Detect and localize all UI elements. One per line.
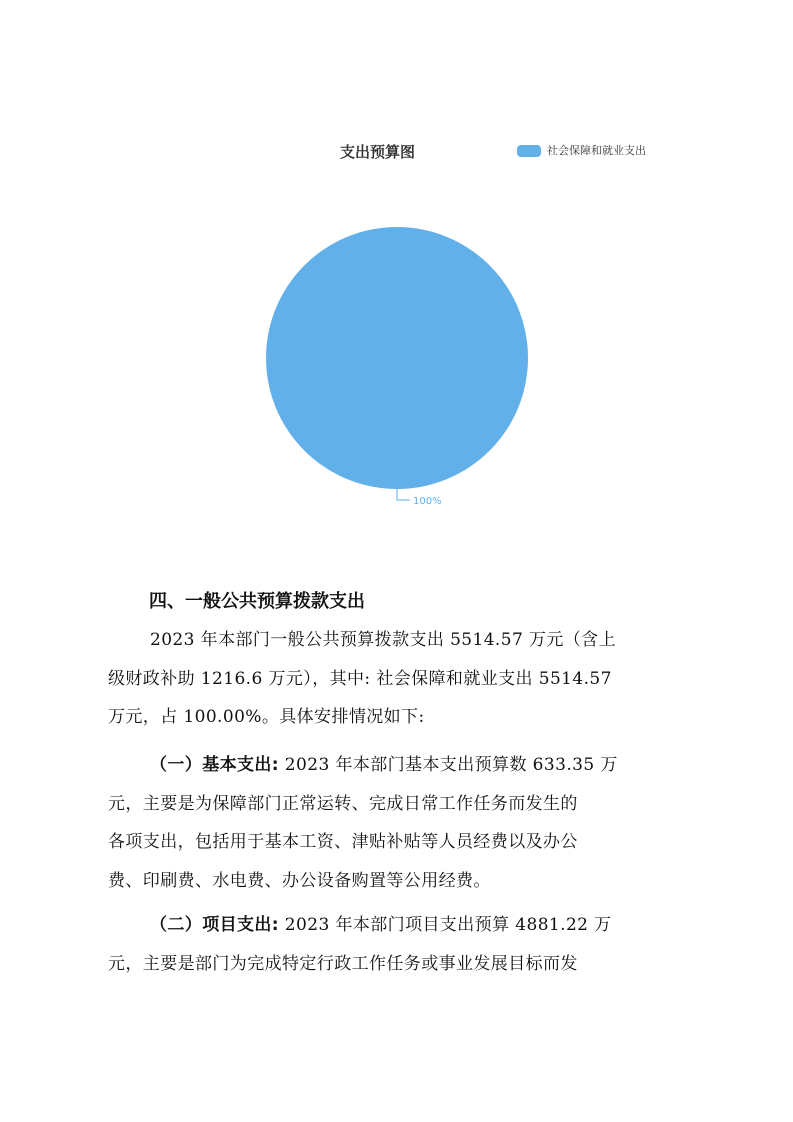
paragraph-line: 万元，占 100.00%。具体安排情况如下: — [108, 707, 425, 727]
legend-swatch — [517, 145, 541, 157]
paragraph-line: （一）基本支出: 2023 年本部门基本支出预算数 633.35 万 — [150, 755, 618, 775]
chart-title: 支出预算图 — [340, 143, 416, 161]
project-expenditure-label: （二）项目支出: — [150, 915, 279, 935]
paragraph-basic-expenditure — [108, 746, 692, 900]
basic-expenditure-label: （一）基本支出: — [150, 755, 279, 775]
legend-label: 社会保障和就业支出 — [547, 144, 646, 157]
paragraph-project-expenditure — [108, 906, 692, 983]
paragraph-line: 各项支出，包括用于基本工资、津贴补贴等人员经费以及办公 — [108, 832, 578, 852]
pie-slice-label: 100% — [413, 496, 442, 507]
paragraph-line: 元，主要是为保障部门正常运转、完成日常工作任务而发生的 — [108, 793, 578, 814]
pie-chart-svg — [0, 0, 793, 560]
paragraph-line: 元，主要是部门为完成特定行政工作任务或事业发展目标而发 — [108, 953, 578, 974]
pie-chart — [0, 0, 793, 560]
paragraph-line: 2023 年本部门一般公共预算拨款支出 5514.57 万元（含上 — [150, 630, 616, 650]
paragraph-line: （二）项目支出: 2023 年本部门项目支出预算 4881.22 万 — [150, 915, 612, 935]
paragraph-1 — [108, 621, 692, 737]
paragraph-line: 费、印刷费、水电费、办公设备购置等公用经费。 — [108, 870, 491, 891]
pie-label-leader-line — [397, 489, 410, 500]
pie-slice[interactable] — [266, 227, 528, 489]
paragraph-line: 级财政补助 1216.6 万元），其中: 社会保障和就业支出 5514.57 — [108, 668, 612, 689]
section-heading: 四、一般公共预算拨款支出 — [149, 591, 365, 612]
